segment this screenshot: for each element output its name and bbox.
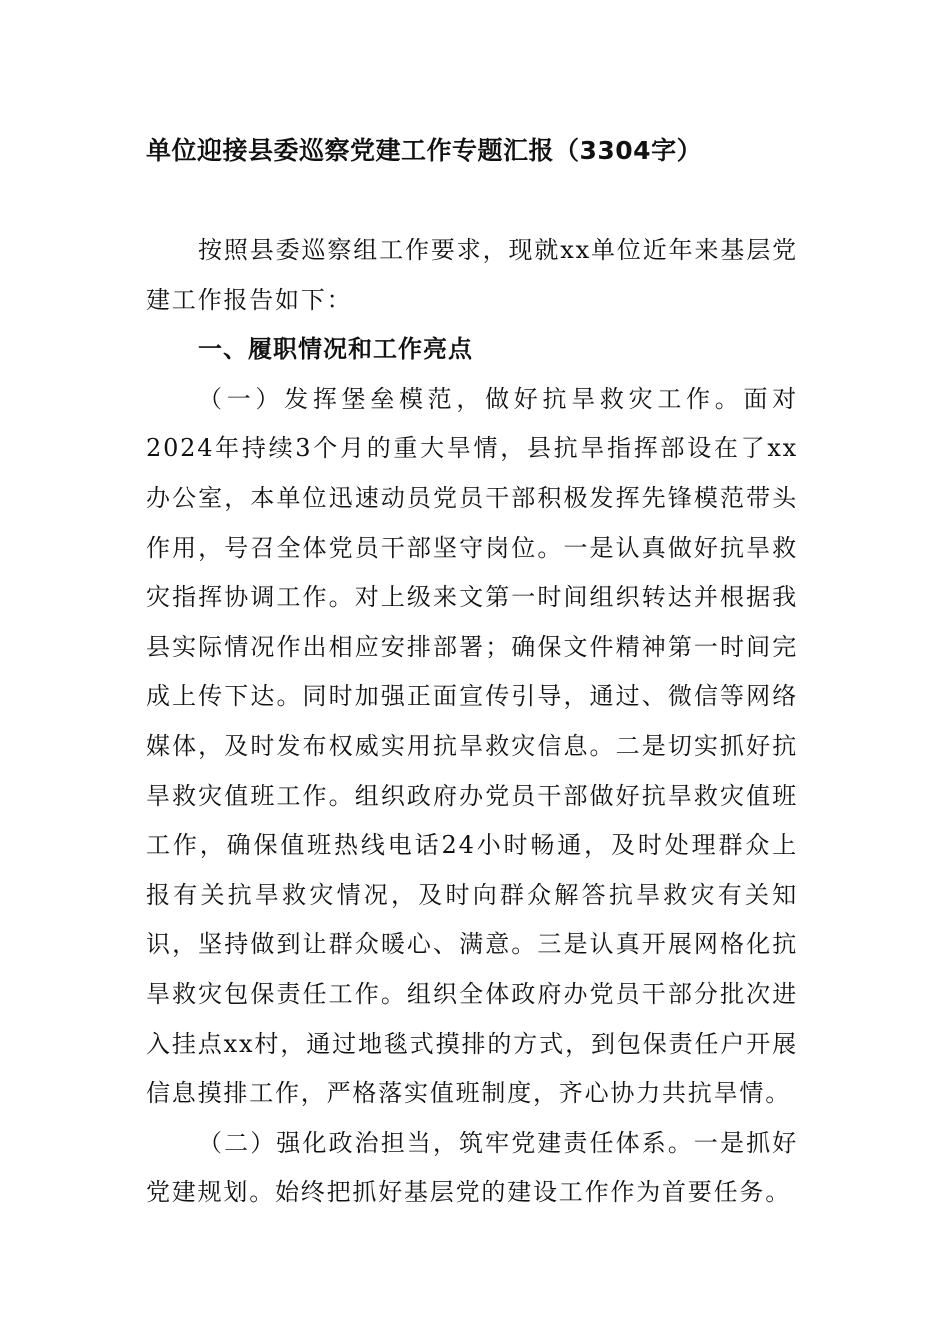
document-title: 单位迎接县委巡察党建工作专题汇报（3304字） xyxy=(146,136,703,165)
section-heading: 一、履职情况和工作亮点 xyxy=(198,335,473,364)
body-paragraph-1: （一）发挥堡垒模范，做好抗旱救灾工作。面对2024年持续3个月的重大旱情，县抗旱指挥部设在了xx办公室，本单位迅速动员党员干部积极发挥先锋模范带头作用，号召全体党员干部坚守岗位。一是认真做好抗旱救灾指挥协调工作。对上级来文第一时间组织转达并根据我县实际情况作出相应安排部署；确保文件精神第一时间完成上传下达。同时加强正面宣传引导，通过、微信等网络媒体，及时发布权威实用抗旱救灾信息。二是切实抓好抗旱救灾值班工作。组织政府办党员干部做好抗旱救灾值班工作，确保值班热线电话24小时畅通，及时处理群众上报有关抗旱救灾情况，及时向群众解答抗旱救灾有关知识，坚持做到让群众暖心、满意。三是认真开展网格化抗旱救灾包保责任工作。组织全体政府办党员干部分批次进入挂点xx村，通过地毯式摸排的方式，到包保责任户开展信息摸排工作，严格落实值班制度，齐心协力共抗旱情。 xyxy=(146,384,798,1108)
document-body xyxy=(146,226,798,1218)
body-paragraph-2: （二）强化政治担当，筑牢党建责任体系。一是抓好党建规划。始终把抓好基层党的建设工作作为首要任务。 xyxy=(146,1128,798,1207)
intro-paragraph: 按照县委巡察组工作要求，现就xx单位近年来基层党建工作报告如下： xyxy=(146,236,798,314)
